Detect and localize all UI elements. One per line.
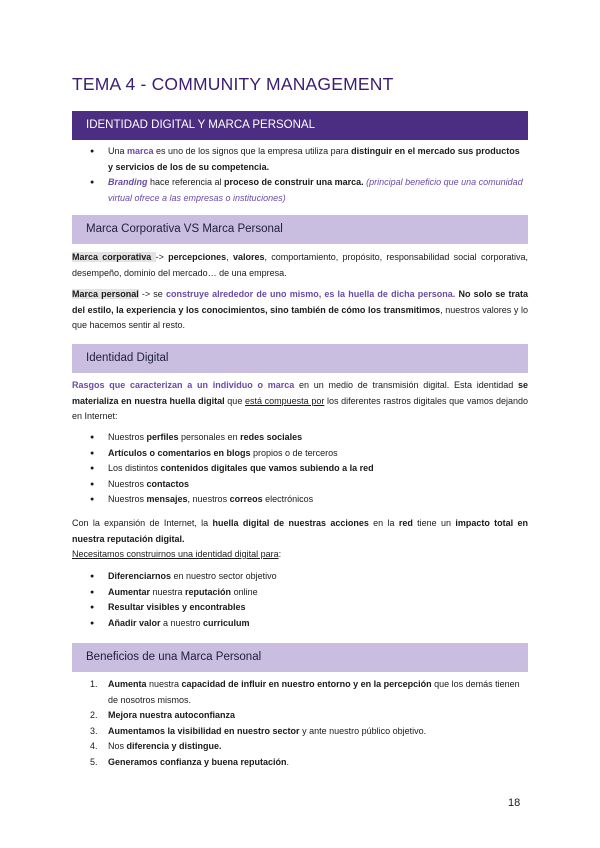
section-heading-identidad-digital: Identidad Digital bbox=[72, 344, 528, 373]
page-number: 18 bbox=[508, 797, 521, 809]
list-item: ● Aumentar nuestra reputación online bbox=[90, 585, 526, 601]
paragraph-expansion-internet: Con la expansión de Internet, la huella digital de nuestras acciones en la red tiene un impacto total en nuestra reputación digital. bbox=[72, 518, 528, 544]
paragraph-marca-personal: Marca personal -> se construye alrededor de uno mismo, es la huella de dicha persona. No solo se trata del estilo, la experiencia y los conocimientos, sino también de cómo los transmitimos, nuestros valores y lo que hacemos sentir al resto. bbox=[72, 289, 528, 330]
page-title: TEMA 4 - COMMUNITY MANAGEMENT bbox=[72, 74, 394, 94]
section-heading-corporativa-vs-personal: Marca Corporativa VS Marca Personal bbox=[72, 215, 528, 244]
huella-digital-list bbox=[90, 430, 526, 508]
list-item: 4. Nos diferencia y distingue. bbox=[90, 741, 222, 751]
identidad-objetivos-list bbox=[90, 569, 526, 631]
paragraph-marca-corporativa: Marca corporativa -> percepciones, valores, comportamiento, propósito, responsabilidad social corporativa, desempeño, dominio del mercado… de una empresa. bbox=[72, 252, 528, 278]
list-item: 2. Mejora nuestra autoconfianza bbox=[90, 710, 236, 720]
list-item: 3. Aumentamos la visibilidad en nuestro sector y ante nuestro público objetivo. bbox=[90, 725, 427, 736]
list-item: ● Artículos o comentarios en blogs propios o de terceros bbox=[90, 446, 526, 462]
list-item: ● Añadir valor a nuestro curriculum bbox=[90, 616, 526, 632]
list-item: ● Branding hace referencia al proceso de construir una marca. (principal beneficio que una comunidad virtual ofrece a las empresas o instituciones) bbox=[90, 175, 526, 206]
list-item: ● Nuestros contactos bbox=[90, 477, 526, 493]
section-heading-identidad-marca: IDENTIDAD DIGITAL Y MARCA PERSONAL bbox=[72, 111, 528, 140]
list-item: ● Una marca es uno de los signos que la empresa utiliza para distinguir en el mercado sus productos y servicios de los de su competencia. bbox=[90, 144, 526, 175]
list-item: ● Resultar visibles y encontrables bbox=[90, 600, 526, 616]
paragraph-necesitamos: Necesitamos construirnos una identidad digital para: bbox=[72, 549, 282, 559]
list-item: ● Nuestros mensajes, nuestros correos electrónicos bbox=[90, 492, 526, 508]
section-heading-beneficios: Beneficios de una Marca Personal bbox=[72, 643, 528, 672]
list-item: ● Los distintos contenidos digitales que vamos subiendo a la red bbox=[90, 461, 526, 477]
beneficios-numbered-list bbox=[90, 677, 528, 770]
marca-bullet-list bbox=[90, 144, 526, 206]
list-item: 1. Aumenta nuestra capacidad de influir en nuestro entorno y en la percepción que los demás tienen de nosotros mismos. bbox=[90, 679, 520, 705]
list-item: ● Nuestros perfiles personales en redes sociales bbox=[90, 430, 526, 446]
list-item: ● Diferenciarnos en nuestro sector objetivo bbox=[90, 569, 526, 585]
paragraph-rasgos: Rasgos que caracterizan a un individuo o marca en un medio de transmisión digital. Esta identidad se materializa en nuestra huella digital que está compuesta por los diferentes rastros digitales que vamos dejando en Internet: bbox=[72, 380, 529, 421]
list-item: 5. Generamos confianza y buena reputación. bbox=[90, 756, 290, 767]
